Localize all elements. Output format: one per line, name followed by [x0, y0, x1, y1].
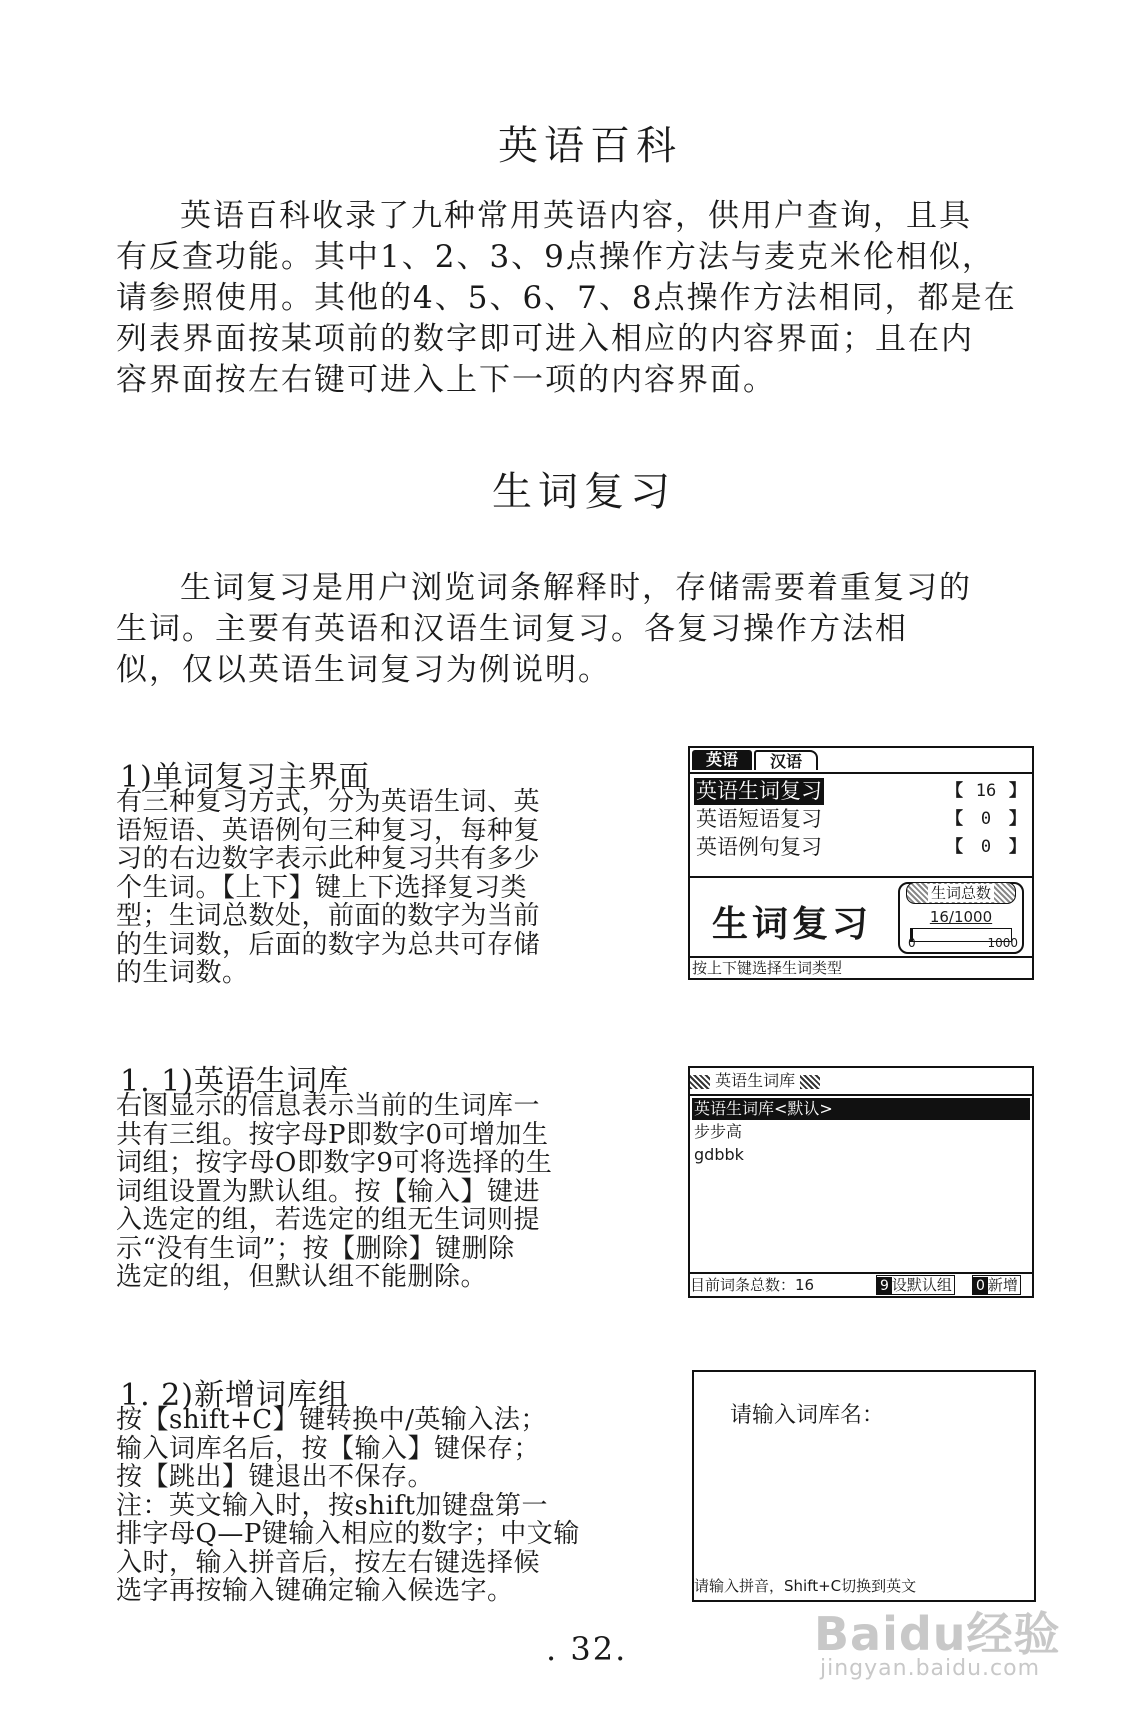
- paragraph-line: 英语百科收录了九种常用英语内容，供用户查询，且具: [180, 198, 972, 234]
- baidu-watermark-logo: Baidu经验: [814, 1607, 1061, 1661]
- description-line: 右图显示的信息表示当前的生词库一: [116, 1091, 541, 1121]
- review-row-label: 英语短语复习: [696, 807, 822, 831]
- entry-total: 目前词条总数：16: [690, 1276, 815, 1294]
- description-line: 注：英文输入时，按shift加键盘第一: [116, 1490, 548, 1521]
- language-tab-bar: [690, 748, 1032, 774]
- description-line: 语短语、英语例句三种复习，每种复: [116, 815, 541, 846]
- paragraph-line: 列表界面按某项前的数字即可进入相应的内容界面；且在内: [116, 321, 974, 357]
- paragraph-line: 请参照使用。其他的4、5、6、7、8点操作方法相同，都是在: [116, 280, 1017, 316]
- description-line: 选定的组，但默认组不能删除。: [116, 1262, 488, 1292]
- library-item[interactable]: 英语生词库<默认>: [692, 1098, 1030, 1120]
- input-hint: 请输入拼音，Shift+C切换到英文: [694, 1577, 917, 1595]
- review-row-count: 【 0 】: [946, 837, 1026, 857]
- review-row-count: 【 0 】: [946, 809, 1026, 829]
- library-item[interactable]: 步步高: [694, 1122, 743, 1141]
- gauge-title: 生词总数: [906, 882, 1016, 904]
- add-group-button[interactable]: 0 新增: [972, 1275, 1021, 1295]
- description-line: 排字母Q—P键输入相应的数字；中文输: [116, 1519, 580, 1549]
- chevron-right-icon: [800, 1075, 820, 1089]
- vocab-review-banner: 生词复习: [712, 903, 873, 945]
- word-review-screen: [688, 746, 1034, 980]
- description-line: 词组设置为默认组。按【输入】键进: [116, 1176, 541, 1207]
- description-line: 型；生词总数处，前面的数字为当前: [116, 901, 541, 931]
- paragraph-line: 生词。主要有英语和汉语生词复习。各复习操作方法相: [116, 611, 908, 647]
- baidu-watermark-url: jingyan.baidu.com: [820, 1656, 1041, 1681]
- description-line: 有三种复习方式，分为英语生词、英: [116, 787, 541, 817]
- description-line: 按【shift+C】键转换中/英输入法；: [116, 1405, 547, 1435]
- tab-english[interactable]: 英语: [692, 750, 752, 770]
- set-default-button[interactable]: 9 设默认组: [876, 1275, 955, 1295]
- page-number: . 32.: [546, 1630, 628, 1668]
- section-title-vocab-review: 生词复习: [492, 469, 676, 515]
- section-title-encyclopedia: 英语百科: [498, 123, 682, 169]
- item2-description: [116, 1092, 552, 1292]
- paragraph-line: 有反查功能。其中1、2、3、9点操作方法与麦克米伦相似，: [116, 239, 995, 275]
- description-line: 输入词库名后，按【输入】键保存；: [116, 1433, 541, 1464]
- review-row-words[interactable]: [694, 778, 1026, 805]
- gauge-value: 16/1000: [929, 908, 993, 926]
- description-line: 按【跳出】键退出不保存。: [116, 1462, 435, 1492]
- status-bar: 按上下键选择生词类型: [690, 956, 1032, 978]
- encyclopedia-paragraph: [116, 196, 1017, 401]
- description-line: 共有三组。按字母P即数字0可增加生: [116, 1119, 549, 1150]
- review-row-label: 英语例句复习: [696, 835, 822, 859]
- item2-heading: 1. 1)英语生词库: [120, 1064, 349, 1099]
- description-line: 入时，输入拼音后，按左右键选择候: [116, 1547, 541, 1578]
- library-header: [690, 1068, 1032, 1096]
- review-row-sentences[interactable]: [694, 834, 1026, 861]
- description-line: 个生词。【上下】键上下选择复习类: [116, 872, 528, 903]
- review-row-phrases[interactable]: [694, 806, 1026, 833]
- word-count-gauge: [898, 882, 1024, 954]
- library-item[interactable]: gdbbk: [694, 1145, 744, 1164]
- review-row-label: 英语生词复习: [696, 779, 822, 803]
- paragraph-line: 生词复习是用户浏览词条解释时，存储需要着重复习的: [180, 570, 972, 606]
- gauge-min: 0: [908, 936, 916, 950]
- vocab-library-screen: [688, 1066, 1034, 1298]
- tab-chinese[interactable]: 汉语: [754, 750, 818, 770]
- new-library-screen: [692, 1370, 1036, 1602]
- vocab-review-paragraph: [116, 568, 972, 691]
- review-row-count: 【 16 】: [946, 781, 1026, 801]
- description-line: 选字再按输入键确定输入候选字。: [116, 1576, 514, 1606]
- chevron-left-icon: [690, 1075, 710, 1089]
- paragraph-line: 容界面按左右键可进入上下一项的内容界面。: [116, 362, 776, 398]
- item1-description: [116, 788, 540, 988]
- description-line: 示“没有生词”；按【删除】键删除: [116, 1233, 515, 1264]
- description-line: 入选定的组，若选定的组无生词则提: [116, 1205, 541, 1235]
- gauge-max: 1000: [987, 936, 1018, 950]
- description-line: 词组；按字母O即数字9可将选择的生: [116, 1148, 553, 1178]
- library-footer: [690, 1272, 1032, 1296]
- screen-divider: [690, 876, 1032, 878]
- description-line: 的生词数。: [116, 958, 249, 988]
- library-title: 英语生词库: [715, 1071, 796, 1090]
- library-name-prompt: 请输入词库名：: [730, 1403, 885, 1428]
- item3-heading: 1. 2)新增词库组: [120, 1378, 349, 1413]
- item3-description: [116, 1406, 580, 1606]
- description-line: 的生词数，后面的数字为总共可存储: [116, 929, 541, 960]
- item1-heading: 1)单词复习主界面: [120, 760, 370, 795]
- description-line: 习的右边数字表示此种复习共有多少: [116, 844, 541, 874]
- paragraph-line: 似，仅以英语生词复习为例说明。: [116, 652, 611, 688]
